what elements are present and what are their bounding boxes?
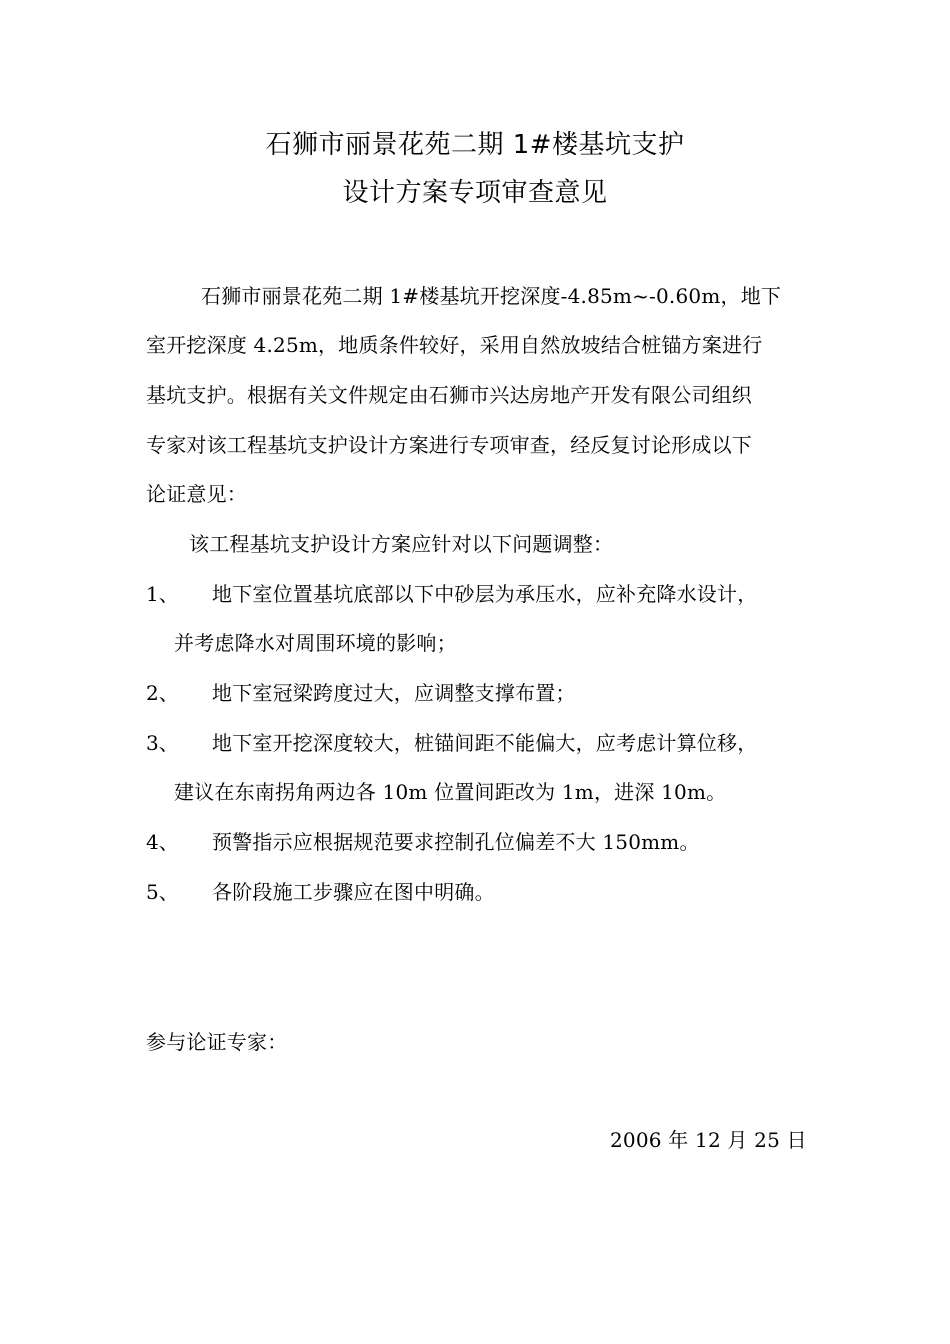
document-date: 2006 年 12 月 25 日 (610, 1128, 807, 1152)
intro-line-1: 石狮市丽景花苑二期 1#楼基坑开挖深度-4.85m~-0.60m，地下 (201, 284, 782, 308)
lead-sentence: 该工程基坑支护设计方案应针对以下问题调整： (189, 532, 614, 556)
list-item-number: 3、 (146, 731, 179, 755)
list-item-number: 2、 (146, 681, 179, 705)
list-item-text: 各阶段施工步骤应在图中明确。 (212, 880, 495, 904)
intro-line-5: 论证意见： (146, 482, 247, 506)
list-item-text-continued: 并考虑降水对周围环境的影响； (174, 631, 457, 655)
list-item-text: 地下室位置基坑底部以下中砂层为承压水，应补充降水设计， (212, 582, 758, 606)
intro-line-2: 室开挖深度 4.25m，地质条件较好，采用自然放坡结合桩锚方案进行 (146, 333, 763, 357)
list-item-text: 地下室开挖深度较大，桩锚间距不能偏大，应考虑计算位移， (212, 731, 758, 755)
document-title-line-2: 设计方案专项审查意见 (342, 178, 608, 208)
list-item-text-continued: 建议在东南拐角两边各 10m 位置间距改为 1m，进深 10m。 (174, 780, 727, 804)
intro-line-4: 专家对该工程基坑支护设计方案进行专项审查，经反复讨论形成以下 (146, 433, 752, 457)
document-title-line-1: 石狮市丽景花苑二期 1#楼基坑支护 (265, 130, 685, 160)
list-item-text: 预警指示应根据规范要求控制孔位偏差不大 150mm。 (212, 830, 700, 854)
intro-line-3: 基坑支护。根据有关文件规定由石狮市兴达房地产开发有限公司组织 (146, 383, 752, 407)
list-item-number: 4、 (146, 830, 179, 854)
experts-label: 参与论证专家： (146, 1030, 288, 1054)
list-item-text: 地下室冠梁跨度过大，应调整支撑布置； (212, 681, 576, 705)
list-item-number: 5、 (146, 880, 179, 904)
list-item-number: 1、 (146, 582, 179, 606)
